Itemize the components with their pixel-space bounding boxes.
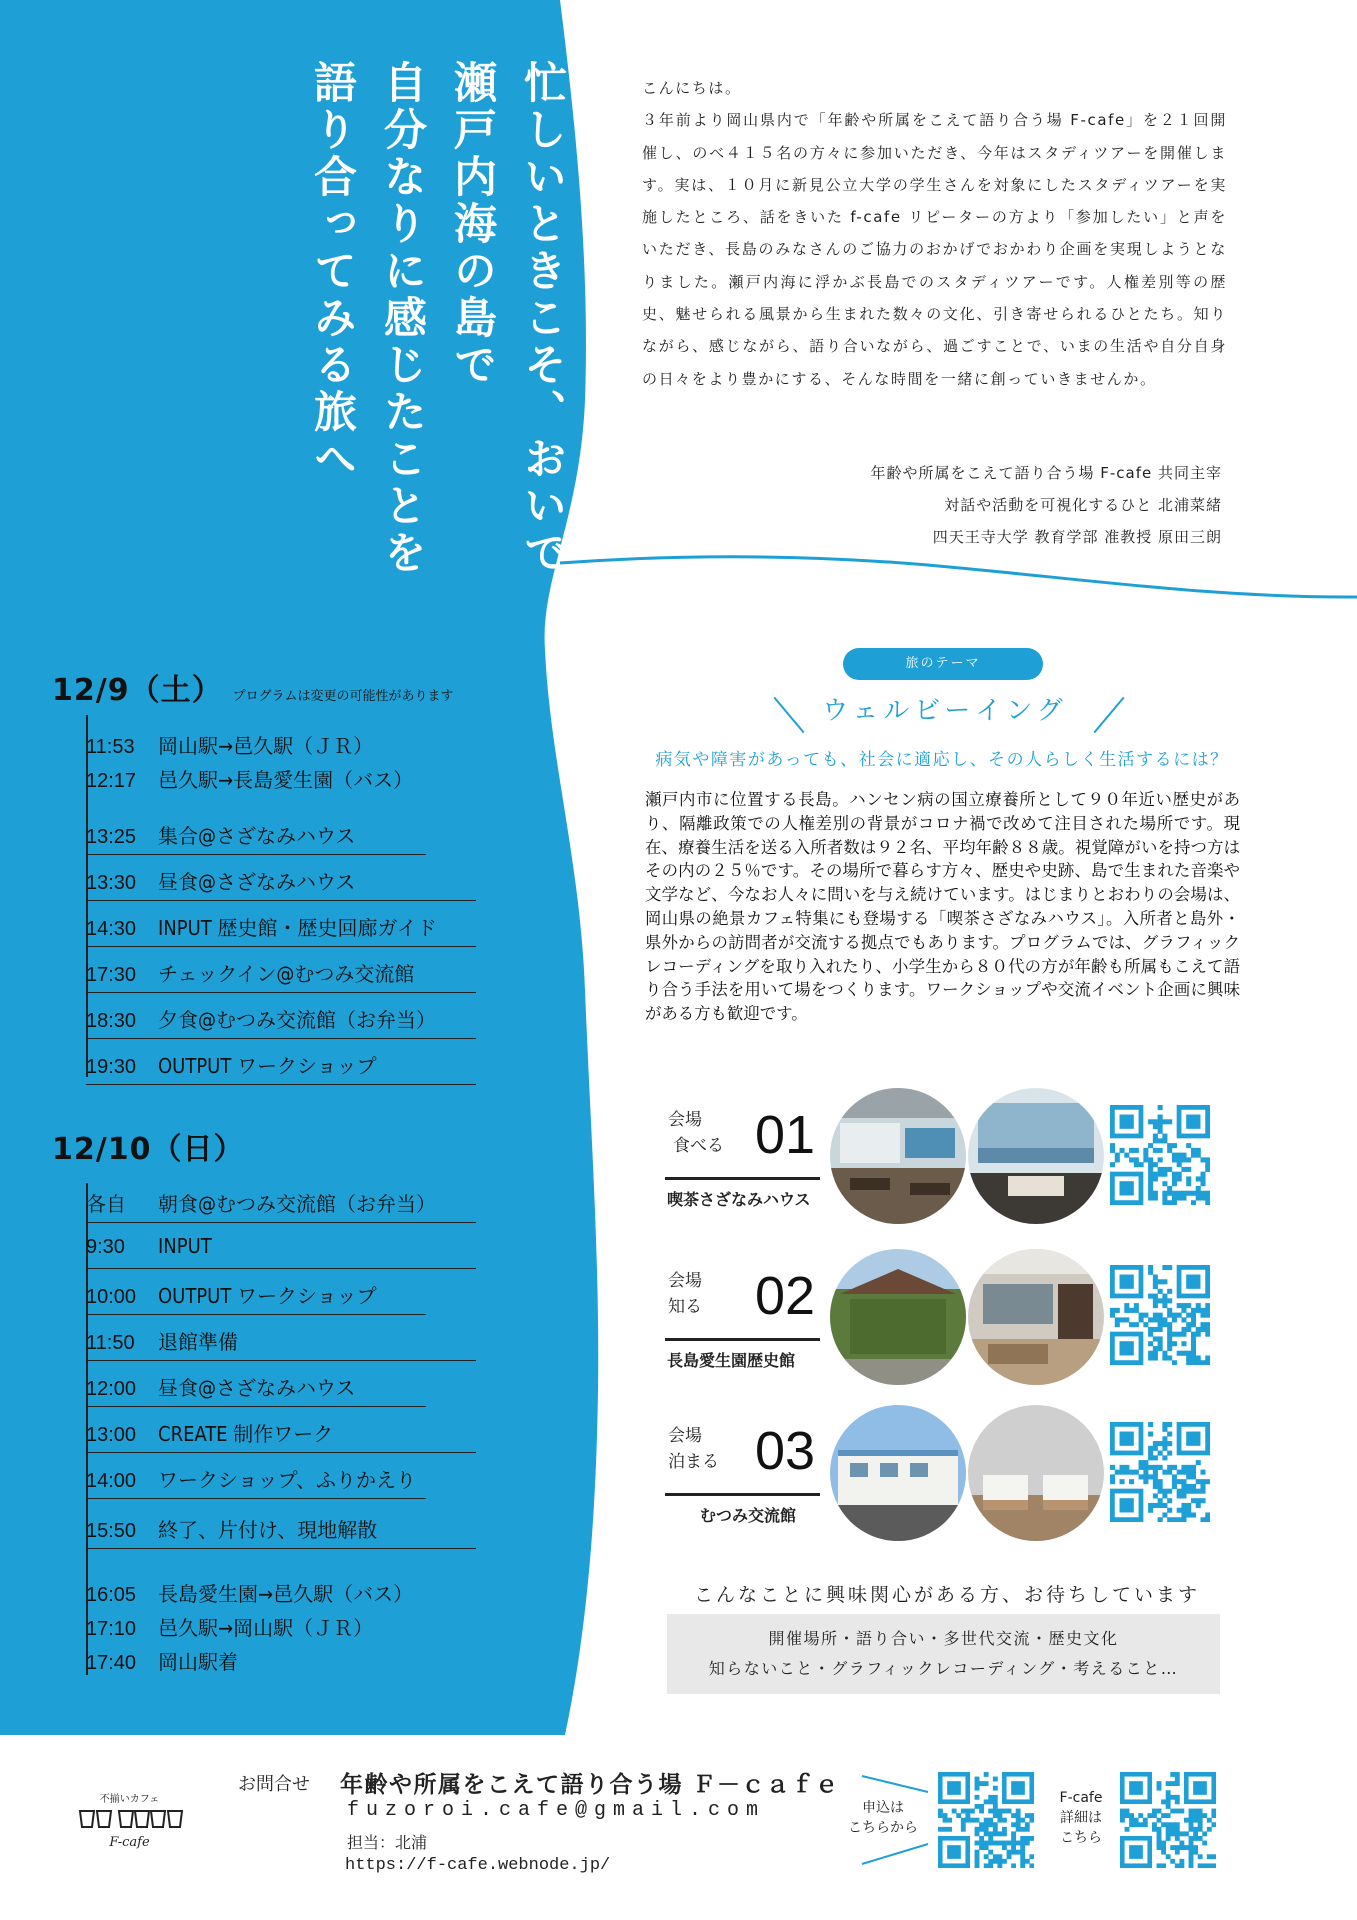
- headline: [297, 60, 577, 620]
- venue-2-qr-code[interactable]: [1110, 1265, 1210, 1365]
- venue-number: 01: [755, 1105, 816, 1165]
- venue-label: 会場: [668, 1426, 702, 1446]
- qr-pattern: [1120, 1772, 1216, 1868]
- venue-verb: 食べる: [673, 1136, 724, 1156]
- schedule-row: 各自 朝食@むつみ交流館（お弁当）: [86, 1188, 476, 1223]
- venue-2-photo-exhibit: [968, 1249, 1104, 1385]
- signature-line-1: 年齢や所属をこえて語り合う場 F-cafe 共同主宰: [870, 464, 1222, 482]
- intro-greeting: こんにちは。: [642, 79, 742, 97]
- headline-line-2: 瀬戸内海の島で: [447, 60, 497, 389]
- qr-pattern: [938, 1772, 1034, 1868]
- venue-number: 02: [755, 1266, 816, 1326]
- day1-header: [52, 665, 453, 709]
- detail-line-2: 詳細は: [1060, 1810, 1102, 1826]
- theme-question: 病気や障害があっても、社会に適応し、その人らしく生活するには？: [655, 750, 1229, 770]
- cups-icon: [75, 1805, 185, 1831]
- apply-qr-code[interactable]: [938, 1772, 1034, 1868]
- schedule-row: 15:50 終了、片付け、現地解散: [86, 1514, 476, 1549]
- headline-line-3: 自分なりに感じたことを: [377, 60, 427, 577]
- schedule-row: 9:30 INPUT: [86, 1234, 476, 1269]
- theme-pill: 旅のテーマ: [843, 648, 1043, 680]
- venue-3-photo-building: [830, 1405, 966, 1541]
- interest-heading: こんなことに興味関心がある方、お待ちしています: [693, 1584, 1200, 1606]
- interest-box: [667, 1614, 1220, 1694]
- venue-name: 喫茶さざなみハウス: [667, 1190, 811, 1209]
- contact-email[interactable]: fuzoroi.cafe@gmail.com: [347, 1799, 766, 1822]
- venue-divider: [665, 1177, 820, 1180]
- venue-1-qr-code[interactable]: [1110, 1105, 1210, 1205]
- venue-2: [665, 1266, 825, 1376]
- venue-3-qr-code[interactable]: [1110, 1422, 1210, 1522]
- logo-top-text: 不揃いカフェ: [99, 1794, 160, 1805]
- qr-pattern: [1110, 1265, 1210, 1365]
- schedule-row: 13:30 昼食@さざなみハウス: [86, 866, 476, 901]
- apply-line-1: 申込は: [862, 1800, 904, 1816]
- schedule-row: 11:50 退館準備: [86, 1326, 476, 1361]
- venue-name: 長島愛生園歴史館: [667, 1351, 796, 1370]
- apply-line-2: こちらから: [848, 1820, 918, 1836]
- schedule-row: 17:10 邑久駅→岡山駅（ＪＲ）: [86, 1616, 374, 1640]
- detail-qr-code[interactable]: [1120, 1772, 1216, 1868]
- schedule-row: 13:25 集合@さざなみハウス: [86, 820, 426, 855]
- schedule-row: 17:40 岡山駅着: [86, 1650, 238, 1674]
- apply-label: [838, 1798, 928, 1838]
- detail-label: [1048, 1788, 1114, 1848]
- day1-date: 12/9（土）: [52, 673, 223, 708]
- venue-1-photo-interior: [830, 1088, 966, 1224]
- intro-body: ３年前より岡山県内で「年齢や所属をこえて語り合う場 F-cafe」を２１回開催し、のべ４１５名の方々に参加いただき、今年はスタディツアーを開催します。実は、１０月に新見公立大学の学生さんを対象にしたスタディツアーを実施したところ、話をきいた f-cafe リピーターの方より「参加したい」と声をいただき、長島のみなさんのご協力のおかげでおかわり企画を実現しようとなりました。瀬戸内海に浮かぶ長島でのスタディツアーです。人権差別等の歴史、魅せられる風景から生まれた数々の文化、引き寄せられるひとたち。知りながら、感じながら、語り合いながら、過ごすことで、いまの生活や自分自身の日々をより豊かにする、そんな時間を一緒に創っていきませんか。: [642, 111, 1227, 388]
- day2-header: [52, 1124, 244, 1168]
- venue-label: 会場: [668, 1110, 702, 1130]
- venue-3-photo-room: [968, 1405, 1104, 1541]
- schedule-row: 12:17 邑久駅→長島愛生園（バス）: [86, 768, 414, 792]
- signature-line-2: 対話や活動を可視化するひと 北浦菜緒: [944, 496, 1222, 514]
- day1-note: プログラムは変更の可能性があります: [232, 689, 454, 704]
- theme-body: 瀬戸内市に位置する長島。ハンセン病の国立療養所として９０年近い歴史があり、隔離政策での人権差別の背景がコロナ禍で改めて注目された場所です。現在、療養生活を送る入所者数は９２名、平均年齢８８歳。視覚障がいを持つ方はその内の２５％です。その場所で暮らす方々、歴史や史跡、島で生まれた音楽や文学など、今なお人々に問いを与え続けています。はじまりとおわりの会場は、岡山県の絶景カフェ特集にも登場する「喫茶さざなみハウス」。入所者と島外・県外からの訪問者が交流する拠点でもあります。プログラムでは、グラフィックレコーディングを取り入れたり、小学生から８０代の方が年齢も所属もこえて語り合う手法を用いて場をつくります。ワークショップや交流イベント企画に興味がある方も歓迎です。: [645, 790, 1240, 1024]
- contact-label: お問合せ: [238, 1774, 310, 1795]
- venue-3: [665, 1421, 825, 1531]
- intro-text: [642, 72, 1227, 395]
- interest-line-1: 開催場所・語り合い・多世代交流・歴史文化: [768, 1629, 1119, 1648]
- schedule-row: 19:30 OUTPUT ワークショップ: [86, 1050, 476, 1085]
- headline-line-4: 語り合ってみる旅へ: [307, 60, 357, 483]
- schedule-row: 10:00 OUTPUT ワークショップ: [86, 1280, 426, 1315]
- schedule-row: 13:00 CREATE 制作ワーク: [86, 1418, 476, 1453]
- venue-divider: [665, 1338, 820, 1341]
- detail-line-1: F-cafe: [1059, 1790, 1103, 1806]
- contact-person: 担当：北浦: [347, 1833, 428, 1852]
- schedule-row: 14:30 INPUT 歴史館・歴史回廊ガイド: [86, 912, 476, 947]
- signature-line-3: 四天王寺大学 教育学部 准教授 原田三朗: [932, 528, 1222, 546]
- schedule-row: 17:30 チェックイン@むつみ交流館: [86, 958, 476, 993]
- schedule-row: 14:00 ワークショップ、ふりかえり: [86, 1464, 426, 1499]
- schedule-row: 18:30 夕食@むつみ交流館（お弁当）: [86, 1004, 476, 1039]
- venue-divider: [665, 1493, 820, 1496]
- schedule-row: 12:00 昼食@さざなみハウス: [86, 1372, 426, 1407]
- venue-name: むつみ交流館: [700, 1506, 797, 1525]
- interest-line-2: 知らないこと・グラフィックレコーディング・考えること…: [708, 1659, 1179, 1678]
- qr-pattern: [1110, 1105, 1210, 1205]
- day2-date: 12/10（日）: [52, 1132, 245, 1167]
- venue-number: 03: [755, 1421, 816, 1481]
- venue-label: 会場: [668, 1271, 702, 1291]
- schedule-row: 11:53 岡山駅→邑久駅（ＪＲ）: [86, 734, 374, 758]
- venue-1-photo-sea-view: [968, 1088, 1104, 1224]
- headline-line-1: 忙しいときこそ、おいで: [517, 60, 567, 577]
- detail-line-3: こちら: [1060, 1830, 1102, 1846]
- venue-verb: 知る: [668, 1297, 702, 1317]
- logo-bottom-text: F-cafe: [109, 1835, 150, 1850]
- schedule-row: 16:05 長島愛生園→邑久駅（バス）: [86, 1582, 414, 1606]
- contact-org: 年齢や所属をこえて語り合う場 Ｆ－ｃａｆｅ: [340, 1772, 840, 1798]
- signature: [870, 457, 1222, 553]
- fcafe-logo: [72, 1790, 187, 1850]
- qr-pattern: [1110, 1422, 1210, 1522]
- venue-2-photo-building: [830, 1249, 966, 1385]
- venue-1: [665, 1105, 825, 1215]
- theme-title: ウェルビーイング: [822, 696, 1068, 726]
- contact-url[interactable]: https://f-cafe.webnode.jp/: [345, 1856, 611, 1875]
- venue-verb: 泊まる: [668, 1452, 719, 1472]
